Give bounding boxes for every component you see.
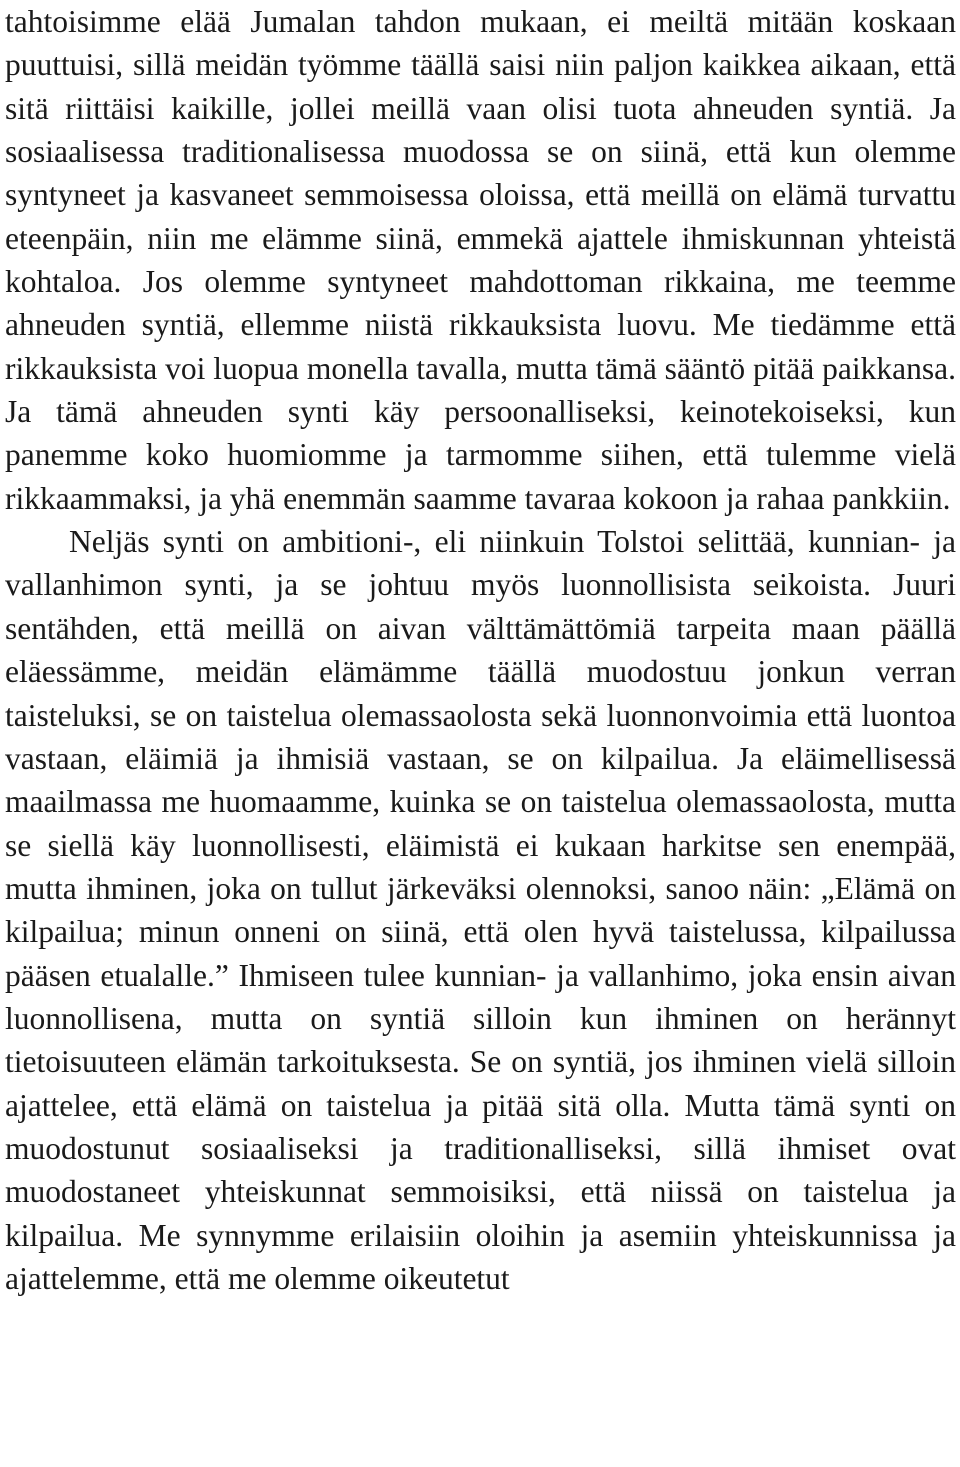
paragraph-fourth-sin: Neljäs synti on ambitioni-, eli niinkuin Tolstoi selittää, kunnian- ja vallanhimon synti, ja se johtuu myös luonnollisista seikoista. Juuri sentähden, että meillä on aivan välttämättömiä tarpeita maan päällä eläessämme, meidän elämämme täällä muodostuu jonkun verran taisteluksi, se on taistelua olemassaolosta sekä luonnonvoimia että luontoa vastaan, eläimiä ja ihmisiä vastaan, se on kilpailua. Ja eläimellisessä maailmassa me huomaamme, kuinka se on taistelua olemassaolosta, mutta se siellä käy luonnollisesti, eläimistä ei kukaan harkitse sen enempää, mutta ihminen, joka on tullut järkeväksi olennoksi, sanoo näin: „Elämä on kilpailua; minun onneni on siinä, että olen hyvä taistelussa, kilpailussa pääsen etualalle.” Ihmiseen tulee kunnian- ja vallanhimo, joka ensin aivan luonnollisena, mutta on syntiä silloin kun ihminen on herännyt tietoisuuteen elämän tarkoituksesta. Se on syntiä, jos ihminen vielä silloin ajattelee, että elämä on taistelua ja pitää sitä olla. Mutta tämä synti on muodostunut sosiaaliseksi ja traditionalliseksi, sillä ihmiset ovat muodostaneet yhteiskunnat semmoisiksi, että niissä on taistelua ja kilpailua. Me synnymme erilaisiin oloihin ja asemiin yhteiskunnissa ja ajattelemme, että me olemme oikeutetut (5, 524, 956, 1296)
paragraph-continuation: tahtoisimme elää Jumalan tahdon mukaan, ei meiltä mitään koskaan puuttuisi, sillä meidän työmme täällä saisi niin paljon kaikkea aikaan, että sitä riittäisi kaikille, jollei meillä vaan olisi tuota ahneuden syntiä. Ja sosiaalisessa traditionalisessa muodossa se on siinä, että kun olemme syntyneet ja kasvaneet semmoisessa oloissa, että meillä on elämä turvattu eteenpäin, niin me elämme siinä, emmekä ajattele ihmiskunnan yhteistä kohtaloa. Jos olemme syntyneet mahdottoman rikkaina, me teemme ahneuden syntiä, ellemme niistä rikkauksista luovu. Me tiedämme että rikkauksista voi luopua monella tavalla, mutta tämä sääntö pitää paikkansa. Ja tämä ahneuden synti käy persoonalliseksi, keinotekoiseksi, kun panemme koko huomiomme ja tarmomme siihen, että tulemme vielä rikkaammaksi, ja yhä enemmän saamme tavaraa kokoon ja rahaa pankkiin. (5, 4, 956, 516)
